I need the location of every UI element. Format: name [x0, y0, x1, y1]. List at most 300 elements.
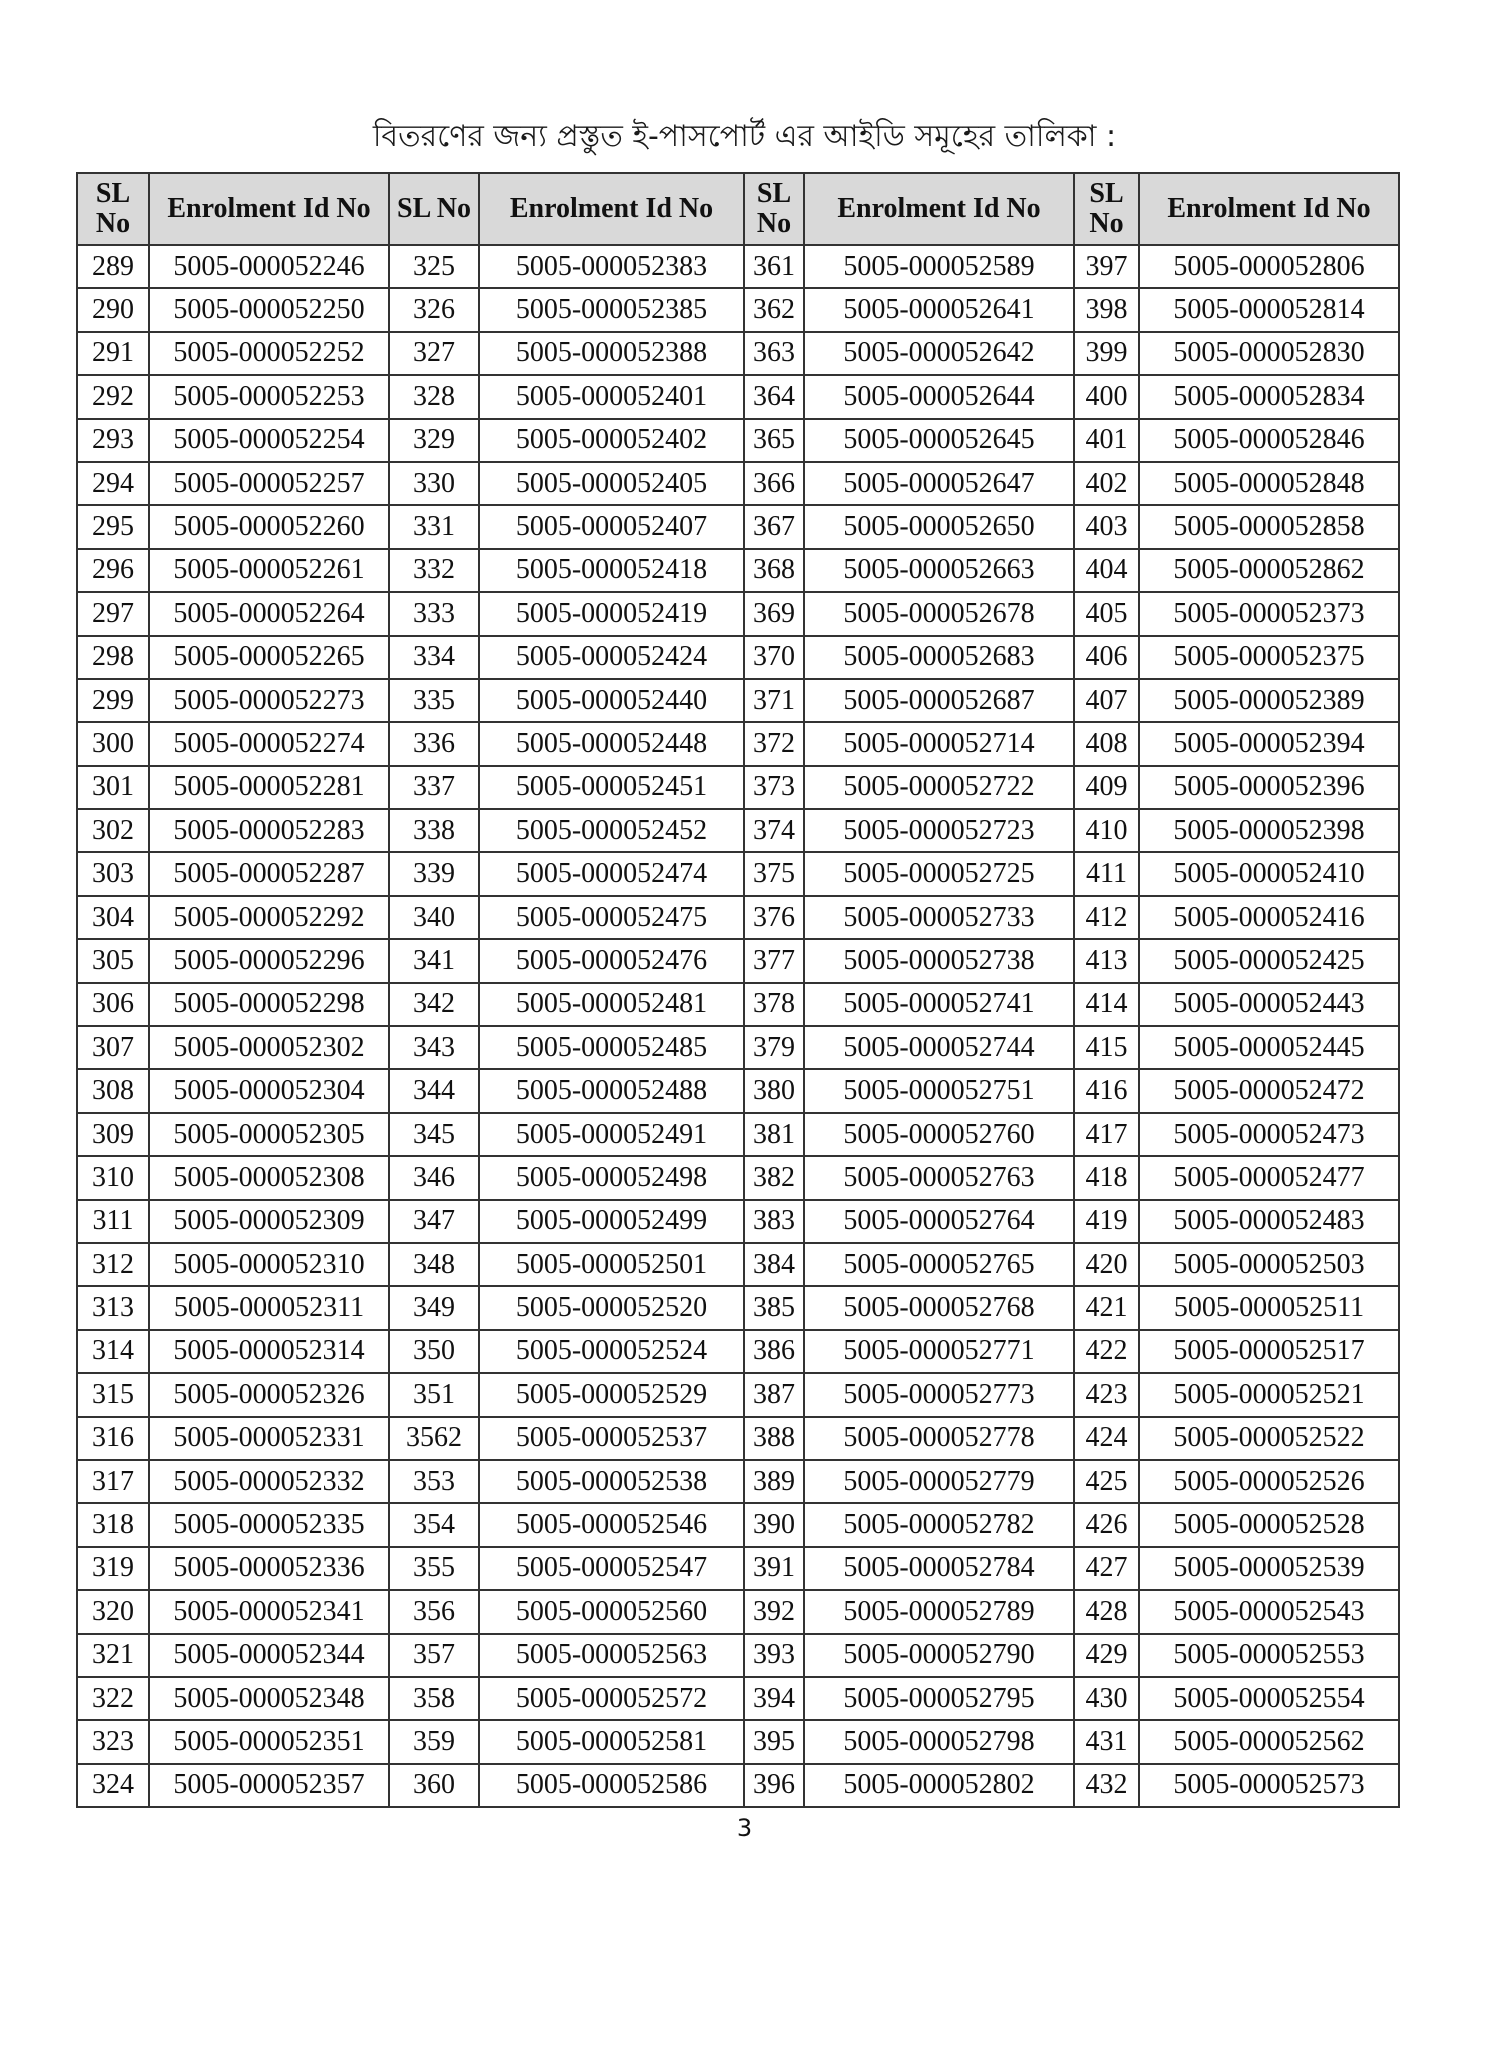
sl-no-cell: 291	[77, 332, 149, 375]
sl-no-cell: 369	[744, 592, 804, 635]
enrolment-id-cell: 5005-000052802	[804, 1764, 1074, 1807]
enrolment-id-cell: 5005-000052862	[1139, 549, 1399, 592]
enrolment-id-cell: 5005-000052678	[804, 592, 1074, 635]
sl-no-cell: 371	[744, 679, 804, 722]
enrolment-id-cell: 5005-000052351	[149, 1720, 389, 1763]
enrolment-id-cell: 5005-000052274	[149, 722, 389, 765]
sl-no-cell: 411	[1074, 852, 1139, 895]
enrolment-id-cell: 5005-000052357	[149, 1764, 389, 1807]
enrolment-id-cell: 5005-000052683	[804, 636, 1074, 679]
sl-no-cell: 383	[744, 1200, 804, 1243]
sl-no-cell: 326	[389, 288, 479, 331]
enrolment-id-cell: 5005-000052265	[149, 636, 389, 679]
table-row	[77, 1113, 1399, 1156]
sl-no-cell: 316	[77, 1417, 149, 1460]
sl-no-cell: 329	[389, 419, 479, 462]
enrolment-id-cell: 5005-000052733	[804, 896, 1074, 939]
enrolment-id-cell: 5005-000052589	[804, 245, 1074, 288]
sl-no-cell: 294	[77, 462, 149, 505]
table-row	[77, 1503, 1399, 1546]
sl-no-cell: 295	[77, 505, 149, 548]
sl-no-cell: 409	[1074, 766, 1139, 809]
enrolment-id-cell: 5005-000052503	[1139, 1243, 1399, 1286]
sl-no-cell: 392	[744, 1590, 804, 1633]
enrolment-id-cell: 5005-000052254	[149, 419, 389, 462]
enrolment-id-cell: 5005-000052385	[479, 288, 744, 331]
sl-no-cell: 328	[389, 375, 479, 418]
enrolment-id-cell: 5005-000052407	[479, 505, 744, 548]
enrolment-id-cell: 5005-000052309	[149, 1200, 389, 1243]
enrolment-id-cell: 5005-000052586	[479, 1764, 744, 1807]
page-number: 3	[736, 1814, 753, 1842]
sl-no-cell: 347	[389, 1200, 479, 1243]
table-header-row	[77, 173, 1399, 245]
sl-no-cell: 350	[389, 1330, 479, 1373]
sl-no-cell: 390	[744, 1503, 804, 1546]
table-row	[77, 1286, 1399, 1329]
enrolment-id-cell: 5005-000052246	[149, 245, 389, 288]
sl-no-cell: 398	[1074, 288, 1139, 331]
sl-no-cell: 293	[77, 419, 149, 462]
sl-no-cell: 417	[1074, 1113, 1139, 1156]
enrolment-id-cell: 5005-000052448	[479, 722, 744, 765]
sl-no-cell: 382	[744, 1156, 804, 1199]
table-row	[77, 1590, 1399, 1633]
sl-no-cell: 380	[744, 1069, 804, 1112]
enrolment-id-cell: 5005-000052481	[479, 983, 744, 1026]
table-row	[77, 1373, 1399, 1416]
enrolment-id-cell: 5005-000052443	[1139, 983, 1399, 1026]
enrolment-id-cell: 5005-000052261	[149, 549, 389, 592]
sl-no-cell: 377	[744, 939, 804, 982]
sl-no-cell: 324	[77, 1764, 149, 1807]
enrolment-id-cell: 5005-000052474	[479, 852, 744, 895]
sl-no-cell: 412	[1074, 896, 1139, 939]
sl-no-cell: 348	[389, 1243, 479, 1286]
table-row	[77, 1634, 1399, 1677]
sl-no-cell: 399	[1074, 332, 1139, 375]
sl-no-cell: 376	[744, 896, 804, 939]
enrolment-id-cell: 5005-000052581	[479, 1720, 744, 1763]
sl-no-cell: 333	[389, 592, 479, 635]
enrolment-id-cell: 5005-000052476	[479, 939, 744, 982]
enrolment-id-cell: 5005-000052348	[149, 1677, 389, 1720]
enrolment-id-cell: 5005-000052779	[804, 1460, 1074, 1503]
column-header: SL No	[389, 173, 479, 245]
enrolment-id-cell: 5005-000052483	[1139, 1200, 1399, 1243]
sl-no-cell: 315	[77, 1373, 149, 1416]
sl-no-cell: 426	[1074, 1503, 1139, 1546]
table-row	[77, 1156, 1399, 1199]
enrolment-id-cell: 5005-000052311	[149, 1286, 389, 1329]
enrolment-id-cell: 5005-000052418	[479, 549, 744, 592]
enrolment-id-cell: 5005-000052488	[479, 1069, 744, 1112]
enrolment-id-cell: 5005-000052253	[149, 375, 389, 418]
sl-no-cell: 358	[389, 1677, 479, 1720]
sl-no-cell: 416	[1074, 1069, 1139, 1112]
enrolment-id-cell: 5005-000052440	[479, 679, 744, 722]
sl-no-cell: 373	[744, 766, 804, 809]
enrolment-id-cell: 5005-000052725	[804, 852, 1074, 895]
enrolment-id-cell: 5005-000052642	[804, 332, 1074, 375]
sl-no-cell: 427	[1074, 1547, 1139, 1590]
enrolment-id-cell: 5005-000052394	[1139, 722, 1399, 765]
enrolment-id-cell: 5005-000052517	[1139, 1330, 1399, 1373]
enrolment-id-cell: 5005-000052250	[149, 288, 389, 331]
sl-no-cell: 366	[744, 462, 804, 505]
sl-no-cell: 327	[389, 332, 479, 375]
table-row	[77, 1677, 1399, 1720]
enrolment-id-cell: 5005-000052778	[804, 1417, 1074, 1460]
sl-no-cell: 415	[1074, 1026, 1139, 1069]
enrolment-id-cell: 5005-000052424	[479, 636, 744, 679]
enrolment-id-cell: 5005-000052768	[804, 1286, 1074, 1329]
enrolment-id-cell: 5005-000052410	[1139, 852, 1399, 895]
enrolment-id-cell: 5005-000052472	[1139, 1069, 1399, 1112]
enrolment-id-cell: 5005-000052296	[149, 939, 389, 982]
enrolment-id-cell: 5005-000052760	[804, 1113, 1074, 1156]
sl-no-cell: 428	[1074, 1590, 1139, 1633]
sl-no-cell: 3562	[389, 1417, 479, 1460]
sl-no-cell: 360	[389, 1764, 479, 1807]
enrolment-id-cell: 5005-000052445	[1139, 1026, 1399, 1069]
enrolment-id-cell: 5005-000052641	[804, 288, 1074, 331]
sl-no-cell: 396	[744, 1764, 804, 1807]
enrolment-id-cell: 5005-000052396	[1139, 766, 1399, 809]
enrolment-id-cell: 5005-000052751	[804, 1069, 1074, 1112]
sl-no-cell: 387	[744, 1373, 804, 1416]
enrolment-id-cell: 5005-000052477	[1139, 1156, 1399, 1199]
enrolment-id-cell: 5005-000052475	[479, 896, 744, 939]
table-row	[77, 1200, 1399, 1243]
sl-no-cell: 308	[77, 1069, 149, 1112]
page-title: বিতরণের জন্য প্রস্তুত ই-পাসপোর্ট এর আইডি সমূহের তালিকা :	[372, 119, 1117, 154]
enrolment-id-cell: 5005-000052765	[804, 1243, 1074, 1286]
sl-no-cell: 431	[1074, 1720, 1139, 1763]
enrolment-id-cell: 5005-000052281	[149, 766, 389, 809]
enrolment-id-cell: 5005-000052644	[804, 375, 1074, 418]
enrolment-id-cell: 5005-000052257	[149, 462, 389, 505]
sl-no-cell: 402	[1074, 462, 1139, 505]
table-row	[77, 983, 1399, 1026]
sl-no-cell: 303	[77, 852, 149, 895]
enrolment-id-cell: 5005-000052473	[1139, 1113, 1399, 1156]
sl-no-cell: 345	[389, 1113, 479, 1156]
enrolment-id-cell: 5005-000052292	[149, 896, 389, 939]
column-header: Enrolment Id No	[149, 173, 389, 245]
sl-no-cell: 393	[744, 1634, 804, 1677]
enrolment-id-cell: 5005-000052790	[804, 1634, 1074, 1677]
enrolment-id-cell: 5005-000052539	[1139, 1547, 1399, 1590]
sl-no-cell: 395	[744, 1720, 804, 1763]
table-row	[77, 375, 1399, 418]
enrolment-id-cell: 5005-000052687	[804, 679, 1074, 722]
enrolment-id-cell: 5005-000052528	[1139, 1503, 1399, 1546]
sl-no-cell: 365	[744, 419, 804, 462]
sl-no-cell: 334	[389, 636, 479, 679]
sl-no-cell: 336	[389, 722, 479, 765]
sl-no-cell: 301	[77, 766, 149, 809]
enrolment-id-cell: 5005-000052521	[1139, 1373, 1399, 1416]
sl-no-cell: 357	[389, 1634, 479, 1677]
table-row	[77, 462, 1399, 505]
enrolment-id-cell: 5005-000052326	[149, 1373, 389, 1416]
enrolment-id-cell: 5005-000052373	[1139, 592, 1399, 635]
sl-no-cell: 306	[77, 983, 149, 1026]
sl-no-cell: 362	[744, 288, 804, 331]
table-row	[77, 679, 1399, 722]
enrolment-id-cell: 5005-000052260	[149, 505, 389, 548]
enrolment-id-cell: 5005-000052723	[804, 809, 1074, 852]
sl-no-cell: 372	[744, 722, 804, 765]
enrolment-id-cell: 5005-000052563	[479, 1634, 744, 1677]
sl-no-cell: 300	[77, 722, 149, 765]
sl-no-cell: 401	[1074, 419, 1139, 462]
enrolment-id-cell: 5005-000052402	[479, 419, 744, 462]
sl-no-cell: 305	[77, 939, 149, 982]
enrolment-id-cell: 5005-000052389	[1139, 679, 1399, 722]
sl-no-cell: 384	[744, 1243, 804, 1286]
sl-no-cell: 391	[744, 1547, 804, 1590]
sl-no-cell: 400	[1074, 375, 1139, 418]
sl-no-cell: 378	[744, 983, 804, 1026]
enrolment-id-cell: 5005-000052314	[149, 1330, 389, 1373]
sl-no-cell: 342	[389, 983, 479, 1026]
sl-no-cell: 330	[389, 462, 479, 505]
sl-no-cell: 297	[77, 592, 149, 635]
sl-no-cell: 364	[744, 375, 804, 418]
enrolment-id-cell: 5005-000052520	[479, 1286, 744, 1329]
enrolment-id-cell: 5005-000052650	[804, 505, 1074, 548]
enrolment-id-cell: 5005-000052283	[149, 809, 389, 852]
enrolment-id-cell: 5005-000052331	[149, 1417, 389, 1460]
enrolment-id-cell: 5005-000052562	[1139, 1720, 1399, 1763]
table-row	[77, 1330, 1399, 1373]
sl-no-cell: 385	[744, 1286, 804, 1329]
sl-no-cell: 353	[389, 1460, 479, 1503]
table-row	[77, 1720, 1399, 1763]
sl-no-cell: 418	[1074, 1156, 1139, 1199]
table-row	[77, 1243, 1399, 1286]
table-row	[77, 332, 1399, 375]
enrolment-id-cell: 5005-000052764	[804, 1200, 1074, 1243]
sl-no-cell: 359	[389, 1720, 479, 1763]
sl-no-cell: 343	[389, 1026, 479, 1069]
enrolment-id-cell: 5005-000052858	[1139, 505, 1399, 548]
sl-no-cell: 388	[744, 1417, 804, 1460]
sl-no-cell: 356	[389, 1590, 479, 1633]
table-row	[77, 288, 1399, 331]
enrolment-id-cell: 5005-000052806	[1139, 245, 1399, 288]
sl-no-cell: 420	[1074, 1243, 1139, 1286]
enrolment-id-cell: 5005-000052744	[804, 1026, 1074, 1069]
table-row	[77, 939, 1399, 982]
enrolment-id-cell: 5005-000052537	[479, 1417, 744, 1460]
enrolment-id-cell: 5005-000052647	[804, 462, 1074, 505]
enrolment-id-cell: 5005-000052401	[479, 375, 744, 418]
sl-no-cell: 368	[744, 549, 804, 592]
sl-no-cell: 318	[77, 1503, 149, 1546]
sl-no-cell: 403	[1074, 505, 1139, 548]
table-row	[77, 505, 1399, 548]
table-row	[77, 1417, 1399, 1460]
enrolment-id-cell: 5005-000052814	[1139, 288, 1399, 331]
table-body	[77, 245, 1399, 1807]
table-row	[77, 245, 1399, 288]
sl-no-cell: 410	[1074, 809, 1139, 852]
enrolment-id-cell: 5005-000052526	[1139, 1460, 1399, 1503]
enrolment-id-cell: 5005-000052383	[479, 245, 744, 288]
sl-no-cell: 323	[77, 1720, 149, 1763]
sl-no-cell: 423	[1074, 1373, 1139, 1416]
enrolment-id-cell: 5005-000052344	[149, 1634, 389, 1677]
enrolment-id-cell: 5005-000052287	[149, 852, 389, 895]
enrolment-id-cell: 5005-000052771	[804, 1330, 1074, 1373]
enrolment-id-cell: 5005-000052522	[1139, 1417, 1399, 1460]
table-row	[77, 419, 1399, 462]
sl-no-cell: 407	[1074, 679, 1139, 722]
sl-no-cell: 379	[744, 1026, 804, 1069]
sl-no-cell: 314	[77, 1330, 149, 1373]
enrolment-id-cell: 5005-000052553	[1139, 1634, 1399, 1677]
enrolment-id-cell: 5005-000052305	[149, 1113, 389, 1156]
enrolment-id-cell: 5005-000052846	[1139, 419, 1399, 462]
sl-no-cell: 355	[389, 1547, 479, 1590]
enrolment-id-cell: 5005-000052645	[804, 419, 1074, 462]
enrolment-id-cell: 5005-000052310	[149, 1243, 389, 1286]
sl-no-cell: 299	[77, 679, 149, 722]
table-row	[77, 896, 1399, 939]
sl-no-cell: 292	[77, 375, 149, 418]
enrolment-id-cell: 5005-000052830	[1139, 332, 1399, 375]
sl-no-cell: 414	[1074, 983, 1139, 1026]
enrolment-id-cell: 5005-000052784	[804, 1547, 1074, 1590]
sl-no-cell: 421	[1074, 1286, 1139, 1329]
sl-no-cell: 339	[389, 852, 479, 895]
sl-no-cell: 361	[744, 245, 804, 288]
sl-no-cell: 430	[1074, 1677, 1139, 1720]
sl-no-cell: 310	[77, 1156, 149, 1199]
sl-no-cell: 321	[77, 1634, 149, 1677]
sl-no-cell: 413	[1074, 939, 1139, 982]
column-header: SL No	[1074, 173, 1139, 245]
sl-no-cell: 432	[1074, 1764, 1139, 1807]
sl-no-cell: 340	[389, 896, 479, 939]
sl-no-cell: 397	[1074, 245, 1139, 288]
sl-no-cell: 337	[389, 766, 479, 809]
sl-no-cell: 375	[744, 852, 804, 895]
enrolment-id-cell: 5005-000052405	[479, 462, 744, 505]
enrolment-id-cell: 5005-000052572	[479, 1677, 744, 1720]
table-row	[77, 766, 1399, 809]
sl-no-cell: 354	[389, 1503, 479, 1546]
enrolment-id-cell: 5005-000052738	[804, 939, 1074, 982]
enrolment-id-cell: 5005-000052763	[804, 1156, 1074, 1199]
enrolment-id-cell: 5005-000052375	[1139, 636, 1399, 679]
sl-no-cell: 408	[1074, 722, 1139, 765]
enrolment-id-cell: 5005-000052529	[479, 1373, 744, 1416]
sl-no-cell: 302	[77, 809, 149, 852]
sl-no-cell: 381	[744, 1113, 804, 1156]
enrolment-id-cell: 5005-000052538	[479, 1460, 744, 1503]
enrolment-id-cell: 5005-000052416	[1139, 896, 1399, 939]
enrolment-id-cell: 5005-000052302	[149, 1026, 389, 1069]
table-row	[77, 549, 1399, 592]
table-row	[77, 722, 1399, 765]
column-header: Enrolment Id No	[479, 173, 744, 245]
sl-no-cell: 370	[744, 636, 804, 679]
table-row	[77, 852, 1399, 895]
enrolment-id-cell: 5005-000052834	[1139, 375, 1399, 418]
sl-no-cell: 351	[389, 1373, 479, 1416]
sl-no-cell: 335	[389, 679, 479, 722]
enrolment-id-cell: 5005-000052722	[804, 766, 1074, 809]
sl-no-cell: 367	[744, 505, 804, 548]
sl-no-cell: 311	[77, 1200, 149, 1243]
enrolment-id-cell: 5005-000052419	[479, 592, 744, 635]
enrolment-id-cell: 5005-000052491	[479, 1113, 744, 1156]
enrolment-id-cell: 5005-000052298	[149, 983, 389, 1026]
enrolment-id-cell: 5005-000052304	[149, 1069, 389, 1112]
sl-no-cell: 298	[77, 636, 149, 679]
sl-no-cell: 307	[77, 1026, 149, 1069]
table-row	[77, 1547, 1399, 1590]
sl-no-cell: 425	[1074, 1460, 1139, 1503]
enrolment-id-cell: 5005-000052336	[149, 1547, 389, 1590]
enrolment-id-cell: 5005-000052511	[1139, 1286, 1399, 1329]
sl-no-cell: 320	[77, 1590, 149, 1633]
sl-no-cell: 296	[77, 549, 149, 592]
enrolment-id-cell: 5005-000052714	[804, 722, 1074, 765]
sl-no-cell: 429	[1074, 1634, 1139, 1677]
enrolment-id-cell: 5005-000052252	[149, 332, 389, 375]
sl-no-cell: 394	[744, 1677, 804, 1720]
sl-no-cell: 322	[77, 1677, 149, 1720]
enrolment-id-cell: 5005-000052264	[149, 592, 389, 635]
column-header: SL No	[744, 173, 804, 245]
enrolment-id-cell: 5005-000052554	[1139, 1677, 1399, 1720]
enrolment-id-cell: 5005-000052398	[1139, 809, 1399, 852]
table-row	[77, 1069, 1399, 1112]
enrolment-id-cell: 5005-000052308	[149, 1156, 389, 1199]
enrolment-id-cell: 5005-000052560	[479, 1590, 744, 1633]
sl-no-cell: 386	[744, 1330, 804, 1373]
enrolment-id-cell: 5005-000052501	[479, 1243, 744, 1286]
table-row	[77, 809, 1399, 852]
sl-no-cell: 349	[389, 1286, 479, 1329]
sl-no-cell: 363	[744, 332, 804, 375]
sl-no-cell: 325	[389, 245, 479, 288]
sl-no-cell: 344	[389, 1069, 479, 1112]
column-header: SL No	[77, 173, 149, 245]
sl-no-cell: 419	[1074, 1200, 1139, 1243]
enrolment-id-cell: 5005-000052499	[479, 1200, 744, 1243]
enrolment-id-cell: 5005-000052543	[1139, 1590, 1399, 1633]
sl-no-cell: 289	[77, 245, 149, 288]
sl-no-cell: 405	[1074, 592, 1139, 635]
sl-no-cell: 317	[77, 1460, 149, 1503]
table-row	[77, 1460, 1399, 1503]
sl-no-cell: 422	[1074, 1330, 1139, 1373]
enrolment-id-cell: 5005-000052795	[804, 1677, 1074, 1720]
sl-no-cell: 312	[77, 1243, 149, 1286]
enrolment-id-cell: 5005-000052498	[479, 1156, 744, 1199]
enrolment-id-cell: 5005-000052341	[149, 1590, 389, 1633]
enrolment-id-cell: 5005-000052782	[804, 1503, 1074, 1546]
sl-no-cell: 338	[389, 809, 479, 852]
enrolment-id-table	[76, 172, 1400, 1808]
enrolment-id-cell: 5005-000052451	[479, 766, 744, 809]
